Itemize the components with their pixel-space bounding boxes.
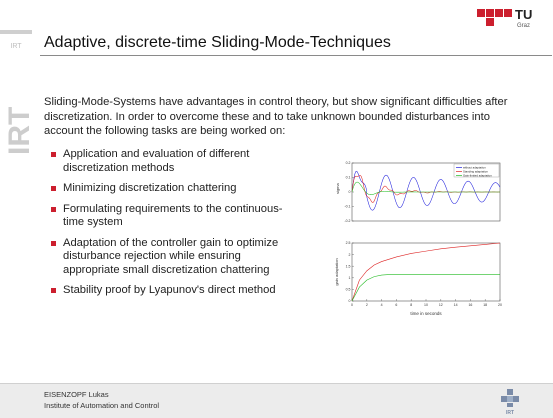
list-item-text: Formulating requirements to the continuous-time system: [63, 202, 283, 228]
sigma-ytick-label: -0.2: [344, 219, 351, 224]
gain-xtick-label: 6: [395, 303, 398, 307]
list-item: [50, 237, 290, 278]
list-item-text: Application and evaluation of different discretization methods: [63, 148, 250, 174]
sigma-ytick-label: -0.1: [344, 204, 351, 209]
list-item: [50, 284, 290, 298]
list-item-text: Minimizing discretization chattering: [63, 182, 237, 194]
gain-xtick-label: 8: [410, 303, 413, 307]
list-item: [50, 182, 290, 196]
gain-ytick-label: 1.5: [345, 264, 351, 269]
gain-xtick-label: 18: [483, 303, 488, 307]
sigma-ytick-label: 0: [348, 190, 351, 195]
list-item-text: Adaptation of the controller gain to optimize disturbance rejection while ensuring appropriate small discretization chattering: [63, 236, 279, 276]
sigma-legend-label: Gain-limited adaptation: [463, 173, 492, 178]
slide-title: Adaptive, discrete-time Sliding-Mode-Techniques: [44, 34, 391, 51]
sigma-ytick-label: 0.2: [345, 161, 351, 166]
tu-logo-sub: Graz: [517, 23, 531, 29]
gain-ytick-label: 2.5: [345, 241, 351, 246]
gain-ytick-label: 0: [348, 299, 351, 304]
tu-graz-logo: [477, 6, 543, 28]
gain-xtick-label: 14: [453, 303, 458, 307]
gain-xtick-label: 16: [468, 303, 473, 307]
bullet-square-icon: [51, 288, 56, 293]
gain-ytick-label: 1: [348, 276, 351, 280]
task-list: [50, 148, 290, 305]
gain-xtick-label: 4: [380, 303, 383, 307]
sigma-chart-ylabel: sigma: [335, 183, 340, 194]
gain-xtick-label: 20: [498, 303, 502, 307]
irt-side-logo-small: IRT: [10, 43, 22, 50]
footer-institute: Institute of Automation and Control: [44, 401, 160, 410]
gain-ytick-label: 0.5: [345, 287, 351, 292]
intro-paragraph: Sliding-Mode-Systems have advantages in control theory, but show significant difficulties after discretization. In order to overcome these and to take unknown bounded disturbances into account the following tasks are being worked on:: [44, 96, 508, 137]
gain-ytick-label: 2: [348, 252, 351, 257]
sigma-chart: [334, 160, 504, 230]
bullet-square-icon: [51, 207, 56, 212]
list-item-text: Stability proof by Lyapunov's direct method: [63, 284, 276, 296]
footer-author: EISENZOPF Lukas: [44, 390, 109, 399]
gain-xtick-label: 2: [365, 303, 368, 307]
gain-xtick-label: 10: [424, 303, 428, 307]
sigma-legend-label: without adaptation: [463, 165, 486, 170]
irt-side-logo: [0, 30, 36, 160]
title-divider: [40, 55, 552, 56]
sigma-ytick-label: 0.1: [345, 175, 351, 180]
bullet-square-icon: [51, 152, 56, 157]
bullet-square-icon: [51, 186, 56, 191]
footer: [0, 383, 553, 418]
tu-logo-text: TU: [515, 7, 533, 22]
gain-chart-xlabel: time in seconds: [410, 311, 442, 316]
irt-side-logo-text: IRT: [3, 106, 36, 155]
bullet-square-icon: [51, 241, 56, 246]
list-item: [50, 148, 290, 175]
gain-xtick-label: 12: [438, 303, 443, 307]
gain-chart: [334, 240, 504, 318]
gain-xtick-label: 0: [351, 303, 353, 307]
gain-chart-ylabel: gain adaptation: [334, 258, 339, 286]
sigma-legend-label: Standing adaptation: [463, 169, 488, 174]
gain-chart-frame: [352, 243, 500, 301]
list-item: [50, 203, 290, 230]
irt-footer-logo-text: IRT: [505, 410, 515, 416]
irt-footer-logo: [497, 387, 523, 415]
